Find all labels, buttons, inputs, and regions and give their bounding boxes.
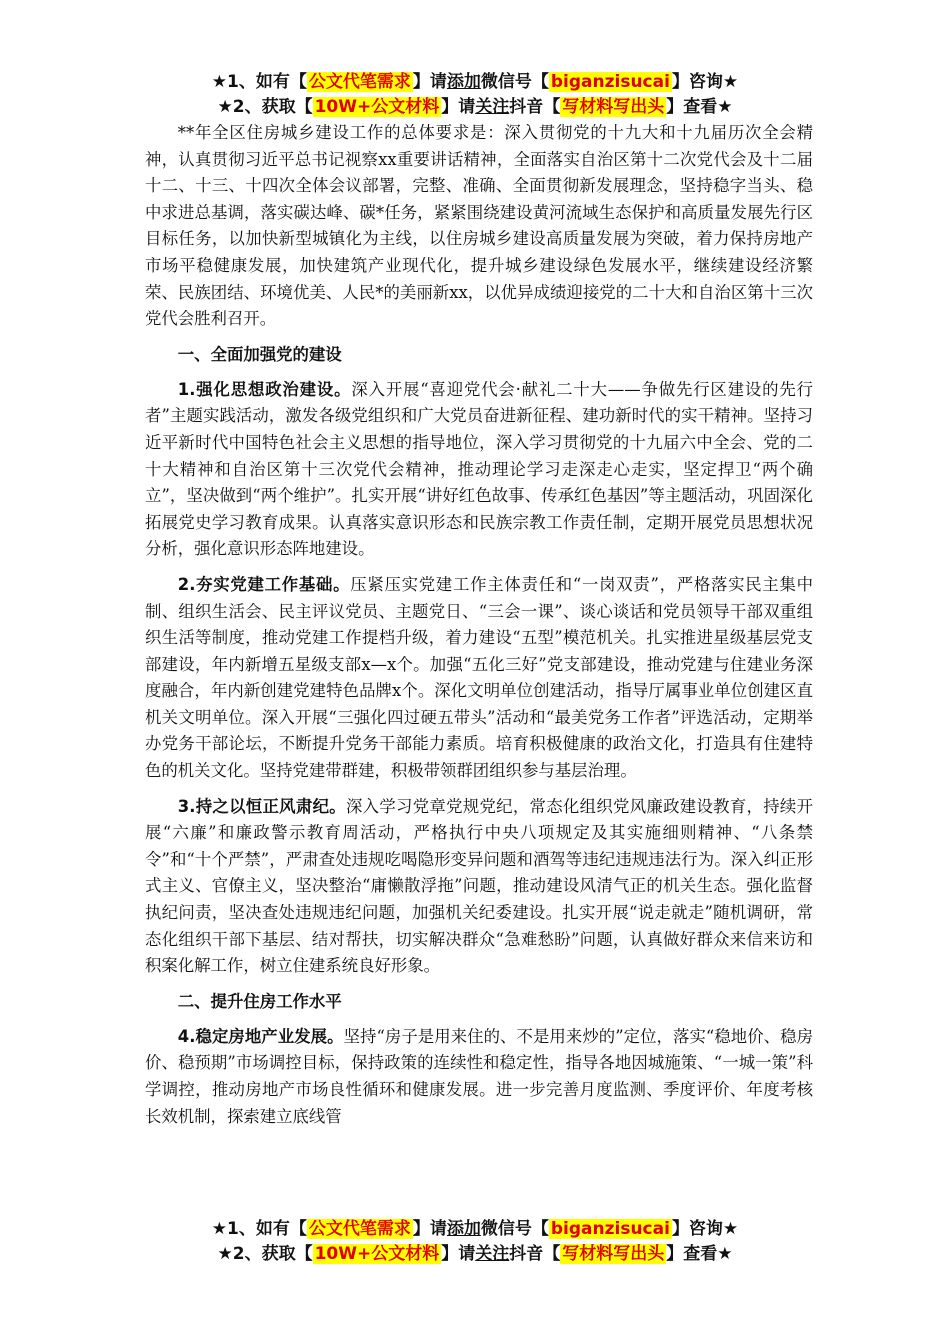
- item-paragraph-1: 1.强化思想政治建设。深入开展“喜迎党代会·献礼二十大——争做先行区建设的先行者”主题实践活动，激发各级党组织和广大党员奋进新征程、建功新时代的实干精神。坚持习近平新时代中国特色社会主义思想的指导地位，深入学习贯彻党的十九届六中全会、党的二十大精神和自治区第十三次党代会精神，推动理论学习走深走心走实，坚定捍卫“两个确立”，坚决做到“两个维护”。扎实开展“讲好红色故事、传承红色基因”等主题活动，巩固深化拓展党史学习教育成果。认真落实意识形态和民族宗教工作责任制，定期开展党员思想状况分析，强化意识形态阵地建设。: [145, 379, 813, 559]
- promo-banner-bottom-line1: ★1、如有【 公文代笔需求 】请添加微信号【 biganzisucai 】咨询★: [211, 1219, 739, 1239]
- document-body: [145, 120, 813, 1130]
- section-heading-2: 二、提升住房工作水平: [177, 991, 342, 1011]
- highlight-materials: 10W+公文材料: [314, 1244, 440, 1264]
- intro-paragraph: **年全区住房城乡建设工作的总体要求是：深入贯彻党的十九大和十九届历次全会精神，认真贯彻习近平总书记视察xx重要讲话精神，全面落实自治区第十二次党代会及十二届十二、十三、十四次全体会议部署，完整、准确、全面贯彻新发展理念，坚持稳字当头、稳中求进总基调，落实碳达峰、碳*任务，紧紧围绕建设黄河流域生态保护和高质量发展先行区目标任务，以加快新型城镇化为主线，以住房城乡建设高质量发展为突破，着力保持房地产市场平稳健康发展，加快建筑产业现代化，提升城乡建设绿色发展水平，继续建设经济繁荣、民族团结、环境优美、人民*的美丽新xx，以优异成绩迎接党的二十大和自治区第十三次党代会胜利召开。: [145, 123, 813, 329]
- highlight-wechat-id: biganzisucai: [550, 72, 670, 92]
- section-heading-1: 一、全面加强党的建设: [177, 344, 342, 364]
- highlight-service: 公文代笔需求: [308, 1219, 411, 1239]
- promo-banner-top-line2: ★2、获取【 10W+公文材料 】请关注抖音【 写材料写出头 】查看★: [217, 97, 733, 117]
- promo-banner-top-line1: ★1、如有【 公文代笔需求 】请添加微信号【 biganzisucai 】咨询★: [211, 72, 739, 92]
- highlight-materials: 10W+公文材料: [314, 97, 440, 117]
- item-paragraph-3: 3.持之以恒正风肃纪。深入学习党章党规党纪，常态化组织党风廉政建设教育，持续开展“六廉”和廉政警示教育周活动，严格执行中央八项规定及其实施细则精神、“八条禁令”和“十个严禁”，严肃查处违规吃喝隐形变异问题和酒驾等违纪违规违法行为。深入纠正形式主义、官僚主义，坚决整治“庸懒散浮拖”问题，推动建设风清气正的机关生态。强化监督执纪问责，坚决查处违规违纪问题，加强机关纪委建设。扎实开展“说走就走”随机调研，常态化组织干部下基层、结对帮扶，切实解决群众“急难愁盼”问题，认真做好群众来信来访和积案化解工作，树立住建系统良好形象。: [145, 796, 813, 976]
- highlight-douyin-account: 写材料写出头: [562, 1244, 665, 1264]
- item-lead: 4.稳定房地产业发展。: [177, 1026, 344, 1046]
- item-paragraph-4: 4.稳定房地产业发展。坚持“房子是用来住的、不是用来炒的”定位，落实“稳地价、稳房价、稳预期”市场调控目标，保持政策的连续性和稳定性，指导各地因城施策、“一城一策”科学调控，推动房地产市场良性循环和健康发展。进一步完善月度监测、季度评价、年度考核长效机制，探索建立底线管: [145, 1026, 814, 1126]
- highlight-douyin-account: 写材料写出头: [562, 97, 665, 117]
- highlight-service: 公文代笔需求: [308, 72, 411, 92]
- highlight-wechat-id: biganzisucai: [550, 1219, 670, 1239]
- item-paragraph-2: 2.夯实党建工作基础。压紧压实党建工作主体责任和“一岗双责”，严格落实民主集中制、组织生活会、民主评议党员、主题党日、“三会一课”、谈心谈话和党员领导干部双重组织生活等制度，推动党建工作提档升级，着力建设“五型”模范机关。扎实推进星级基层党支部建设，年内新增五星级支部x—x个。加强“五化三好”党支部建设，推动党建与住建业务深度融合，年内新创建党建特色品牌x个。深化文明单位创建活动，指导厅属事业单位创建区直机关文明单位。深入开展“三强化四过硬五带头”活动和“最美党务工作者”评选活动，定期举办党务干部论坛，不断提升党务干部能力素质。培育积极健康的政治文化，打造具有住建特色的机关文化。坚持党建带群建，积极带领群团组织参与基层治理。: [145, 574, 813, 781]
- item-lead: 2.夯实党建工作基础。: [177, 574, 351, 594]
- item-lead: 3.持之以恒正风肃纪。: [177, 796, 346, 816]
- item-lead: 1.强化思想政治建设。: [177, 379, 352, 399]
- promo-banner-bottom-line2: ★2、获取【 10W+公文材料 】请关注抖音【 写材料写出头 】查看★: [217, 1244, 733, 1264]
